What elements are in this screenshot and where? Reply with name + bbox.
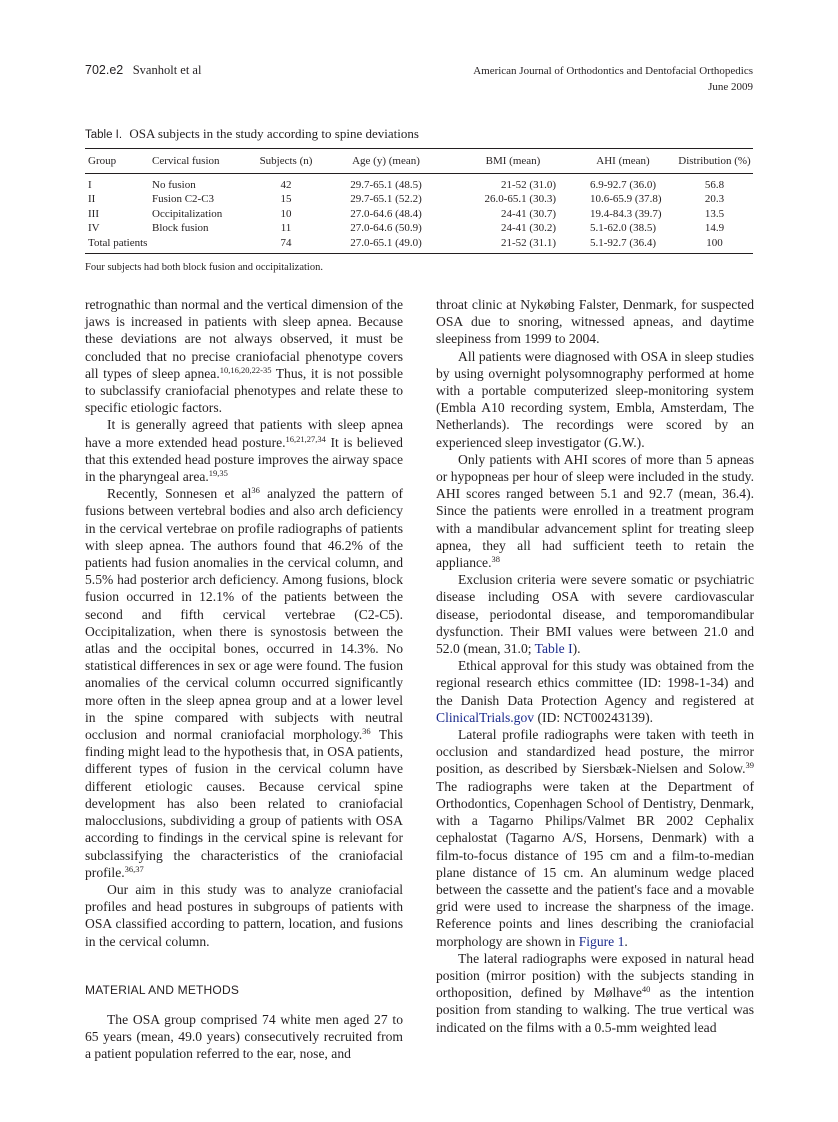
table-cell: 24-41 (30.7) bbox=[501, 207, 556, 220]
paragraph bbox=[436, 571, 754, 657]
table-cell: 56.8 bbox=[704, 179, 725, 191]
text-run: as the intention position from standing to walking. The true vertical was indicated on the films with a 0.5-mm weighted lead bbox=[436, 985, 754, 1035]
left-text-column bbox=[85, 296, 403, 1063]
table-cell: IV bbox=[88, 222, 100, 235]
column-header: Age (y) (mean) bbox=[352, 155, 420, 167]
page-number: 702.e2 bbox=[85, 63, 124, 77]
issue-date: June 2009 bbox=[708, 81, 753, 93]
table-row bbox=[85, 236, 753, 250]
table-cell: 27.0-65.1 (49.0) bbox=[350, 236, 422, 249]
table-cell: 24-41 (30.2) bbox=[501, 222, 556, 235]
running-header-left bbox=[85, 63, 207, 78]
figure-link[interactable]: Figure 1 bbox=[578, 933, 625, 949]
text-run: Only patients with AHI scores of more than 5 apneas or hypopneas per hour of sleep were included in the study. AHI scores ranged between 5.1 and 92.7 (mean, 36.4). Since the patients were enrolled in a treatment program with a mandibular advancement splint for treating sleep apnea, they all had sufficient teeth to retain the appliance. bbox=[436, 451, 754, 571]
table-cell: III bbox=[88, 207, 99, 220]
paragraph bbox=[85, 296, 403, 416]
table-cell: Fusion C2-C3 bbox=[152, 193, 215, 206]
table-cell: 19.4-84.3 (39.7) bbox=[590, 207, 662, 220]
table-cell: 27.0-64.6 (48.4) bbox=[350, 207, 422, 220]
paragraph: throat clinic at Nykøbing Falster, Denmark, for suspected OSA due to snoring, witnessed apneas, and daytime sleepiness from 1999 to 2004. bbox=[436, 297, 754, 347]
text-run: The lateral radiographs were exposed in natural head position (mirror position) with the subjects standing in orthoposition, defined by Mølhave bbox=[436, 950, 754, 1001]
text-run: This finding might lead to the hypothesis that, in OSA patients, different types of fusion in the cervical column have different etiologic causes. Because cervical spine development has also been related to craniofacial malocclusions, subdividing a group of patients with OSA according to findings in the cervical spine is relevant for subclassifying the characteristics of the craniofacial profile. bbox=[85, 727, 403, 880]
text-run: (ID: NCT00243139). bbox=[534, 709, 653, 725]
clinicaltrials-link[interactable]: ClinicalTrials.gov bbox=[436, 709, 535, 725]
paragraph bbox=[436, 657, 754, 726]
osa-subjects-table bbox=[85, 150, 753, 250]
table-row bbox=[85, 221, 753, 235]
right-text-column bbox=[436, 296, 754, 1036]
text-run: It is believed that this extended head posture improves the airway space in the pharyngeal area. bbox=[85, 434, 403, 485]
paragraph: The OSA group comprised 74 white men aged 27 to 65 years (mean, 49.0 years) consecutively recruited from a patient population referred to the ear, nose, and bbox=[85, 1011, 403, 1062]
table-cell: 74 bbox=[280, 236, 292, 249]
table-cell: 42 bbox=[280, 179, 292, 191]
citation-ref: 39 bbox=[745, 760, 754, 771]
paragraph bbox=[436, 726, 754, 950]
column-header: Cervical fusion bbox=[152, 155, 220, 167]
table-cell: No fusion bbox=[152, 179, 196, 191]
table-cell: 14.9 bbox=[704, 222, 725, 235]
journal-title: American Journal of Orthodontics and Dentofacial Orthopedics bbox=[473, 65, 753, 77]
text-run: Thus, it is not possible to subclassify craniofacial phenotypes and relate these to specific etiologic factors. bbox=[85, 365, 403, 416]
table-cell: 21-52 (31.1) bbox=[501, 236, 556, 249]
text-run: Recently, Sonnesen et al bbox=[107, 486, 252, 502]
citation-ref: 36 bbox=[251, 485, 260, 496]
table-cell: 13.5 bbox=[704, 207, 725, 220]
table-row bbox=[85, 207, 753, 221]
column-header: BMI (mean) bbox=[485, 155, 541, 167]
author-line: Svanholt et al bbox=[132, 63, 202, 77]
table-cell bbox=[152, 236, 256, 250]
paragraph bbox=[436, 950, 754, 1036]
table-label: Table I. bbox=[85, 129, 123, 141]
table-cell: 15 bbox=[280, 193, 292, 206]
table-cell: 29.7-65.1 (48.5) bbox=[350, 179, 422, 191]
section-heading: MATERIAL AND METHODS bbox=[85, 982, 240, 997]
table-cell: 5.1-62.0 (38.5) bbox=[590, 222, 656, 235]
text-run: Ethical approval for this study was obtained from the regional research ethics committee (ID: 1998-1-34) and the Danish Data Protection Agency and registered at bbox=[436, 658, 754, 708]
table-row bbox=[85, 192, 753, 206]
citation-ref: 10,16,20,22-35 bbox=[219, 364, 272, 375]
text-run: It is generally agreed that patients with sleep apnea have a more extended head posture. bbox=[85, 417, 403, 450]
table-title: OSA subjects in the study according to spine deviations bbox=[129, 126, 419, 141]
table-cell: Block fusion bbox=[152, 222, 209, 235]
text-run: retrognathic than normal and the vertical dimension of the jaws is increased in patients with sleep apnea. Because these deviations are not always observed, it must be concluded that no precise craniofacial phenotype covers all types of sleep apnea. bbox=[85, 297, 403, 381]
table-cell: II bbox=[88, 193, 96, 206]
table-caption bbox=[85, 126, 419, 142]
paragraph: Our aim in this study was to analyze craniofacial profiles and head postures in subgroups of patients with OSA classified according to pattern, location, and fusions in the cervical column. bbox=[85, 881, 403, 949]
citation-ref: 38 bbox=[491, 554, 500, 565]
paragraph: All patients were diagnosed with OSA in sleep studies by using overnight polysomnography performed at home with a portable computerized sleep-monitoring system (Embla A10 recording system, Embla, Amsterdam, The Netherlands). The recordings were scored by an experienced sleep investigator (G.W.). bbox=[436, 348, 754, 450]
table-cell: 5.1-92.7 (36.4) bbox=[590, 236, 656, 249]
table-row bbox=[85, 172, 753, 192]
column-header: Subjects (n) bbox=[259, 155, 313, 167]
table-link[interactable]: Table I bbox=[534, 641, 573, 657]
table-cell: 6.9-92.7 (36.0) bbox=[590, 179, 656, 191]
table-cell: 29.7-65.1 (52.2) bbox=[350, 193, 422, 206]
table-footnote: Four subjects had both block fusion and occipitalization. bbox=[85, 262, 323, 273]
column-header: Group bbox=[88, 155, 117, 167]
table-cell: 27.0-64.6 (50.9) bbox=[350, 222, 422, 235]
column-header: Distribution (%) bbox=[678, 155, 751, 167]
table-cell: 10 bbox=[280, 207, 292, 220]
table-cell: 21-52 (31.0) bbox=[501, 179, 556, 191]
citation-ref: 36,37 bbox=[124, 863, 144, 874]
running-header-right bbox=[473, 63, 753, 95]
table-cell: 20.3 bbox=[704, 193, 725, 206]
text-run: . bbox=[624, 933, 628, 949]
table-cell: Total patients bbox=[88, 236, 148, 249]
table-bottom-rule bbox=[85, 253, 753, 254]
text-run: Exclusion criteria were severe somatic or psychiatric disease including OSA with severe cardiovascular disease, periodontal disease, and temporomandibular dysfunction. Their BMI values were between 21.0 and 52.0 (mean, 31.0; bbox=[436, 572, 754, 657]
table-header-row bbox=[85, 150, 753, 172]
paragraph bbox=[85, 485, 403, 881]
table-cell: Occipitalization bbox=[152, 207, 223, 220]
table-cell: 10.6-65.9 (37.8) bbox=[590, 193, 662, 206]
column-header: AHI (mean) bbox=[596, 155, 650, 167]
text-run: analyzed the pattern of fusions between vertebral bodies and also arch deficiency in the cervical vertebrae on profile radiographs of patients with sleep apnea. The authors found that 46.2% of the patients had fusion anomalies in the cervical column, and 5.5% had posterior arch deficiency. Among fusions, block fusion occurred in 12.1% of the patients between the second and fifth cervical vertebrae (C2-C5). Occipitalization, when there is synostosis between the atlas and the occipital bones, occurred in 14.3%. No statistical differences in sex or age were found. The fusion anomalies of the cervical column occurred significantly more often in the sleep apnea group and at a lower level in the spine compared with subjects with neutral occlusion and normal craniofacial morphology. bbox=[85, 486, 403, 743]
table-cell: 11 bbox=[280, 222, 292, 235]
citation-ref: 19,35 bbox=[208, 468, 228, 479]
citation-ref: 36 bbox=[362, 726, 371, 737]
citation-ref: 40 bbox=[641, 984, 651, 995]
paragraph bbox=[85, 416, 403, 485]
text-run: ). bbox=[572, 641, 581, 657]
text-run: The radiographs were taken at the Department of Orthodontics, Copenhagen School of Dentistry, Denmark, with a Tagarno Philips/Valmet BR 2002 Cephalix cephalostat (Tagarno A/S, Horsens, Denmark) with a film-to-focus distance of 195 cm and a film-to-median plane distance of 15 cm. An aluminum wedge placed between the cassette and the patient's face and a movable grid were used to increase the sharpness of the image. Reference points and lines describing the craniofacial morphology are shown in bbox=[436, 778, 754, 949]
text-run: Lateral profile radiographs were taken with teeth in occlusion and standardized head posture, the mirror position, as described by Siersbæk-Nielsen and Solow. bbox=[436, 727, 754, 777]
citation-ref: 16,21,27,34 bbox=[285, 433, 326, 444]
table-cell: 26.0-65.1 (30.3) bbox=[484, 193, 556, 206]
table-cell: 100 bbox=[706, 236, 723, 249]
table-cell: I bbox=[88, 179, 92, 191]
paragraph bbox=[436, 451, 754, 571]
